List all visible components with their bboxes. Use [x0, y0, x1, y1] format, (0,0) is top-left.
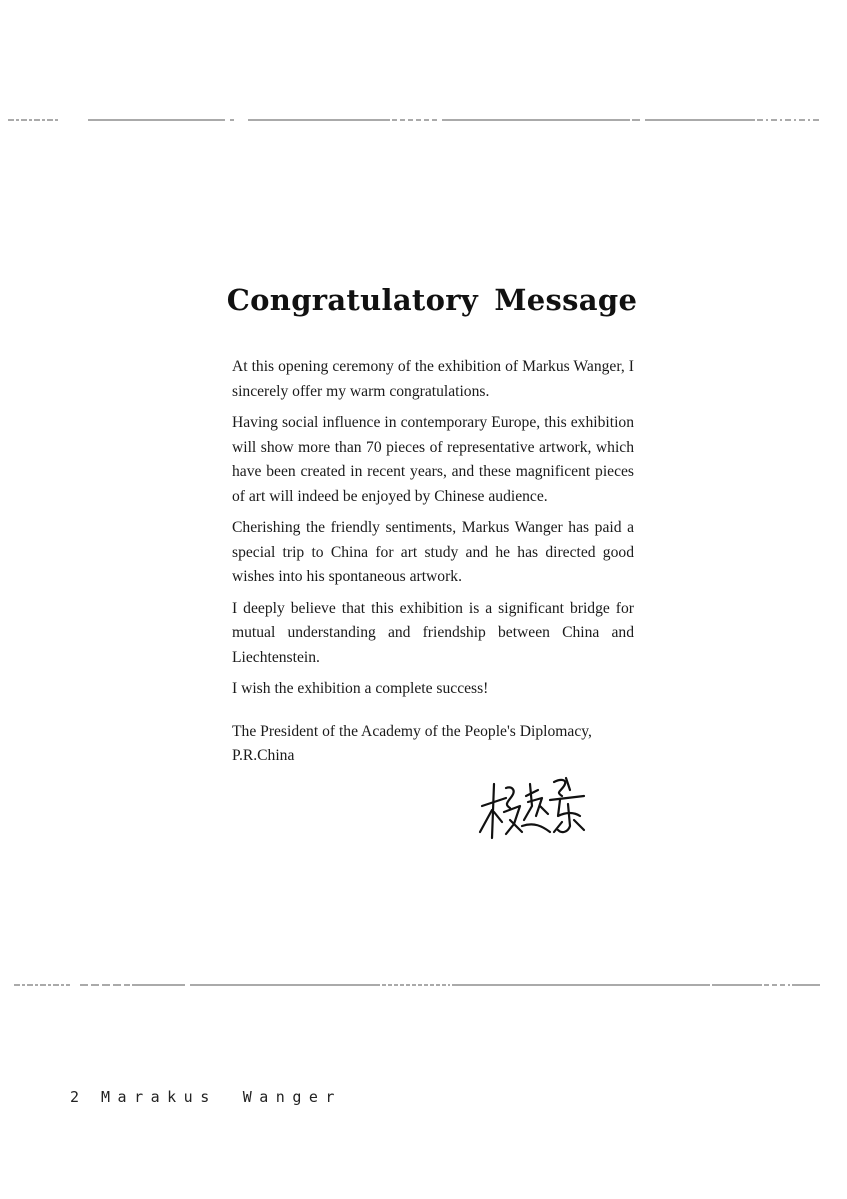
paragraph: At this opening ceremony of the exhibition of Markus Wanger, I sincerely offer my warm congratulations.: [232, 358, 634, 400]
page-footer: [70, 1088, 342, 1106]
paragraph: I deeply believe that this exhibition is a significant bridge for mutual understanding and friendship between China and Liechtenstein.: [232, 599, 634, 666]
signatory-country: P.R.China: [232, 747, 295, 764]
signatory-block: [232, 720, 634, 769]
paragraph: I wish the exhibition a complete success!: [232, 680, 489, 697]
paragraph: Cherishing the friendly sentiments, Markus Wanger has paid a special trip to China for art study and he has directed good wishes into his spontaneous artwork.: [232, 519, 634, 585]
bottom-divider-line: [0, 980, 847, 988]
message-body: [232, 355, 634, 769]
paragraph: Having social influence in contemporary Europe, this exhibition will show more than 70 pieces of representative artwork, which have been created in recent years, and these magnificent pieces of art will indeed be enjoyed by Chinese audience.: [232, 414, 634, 505]
footer-artist-first-name: Marakus: [101, 1088, 217, 1106]
signatory-title: The President of the Academy of the People's Diplomacy,: [232, 722, 592, 740]
page-number: 2: [70, 1088, 80, 1106]
handwritten-signature-image: [476, 776, 594, 846]
top-divider-line: [0, 116, 847, 124]
page-title: Congratulatory Message: [226, 283, 638, 317]
footer-artist-last-name: Wanger: [242, 1088, 342, 1106]
